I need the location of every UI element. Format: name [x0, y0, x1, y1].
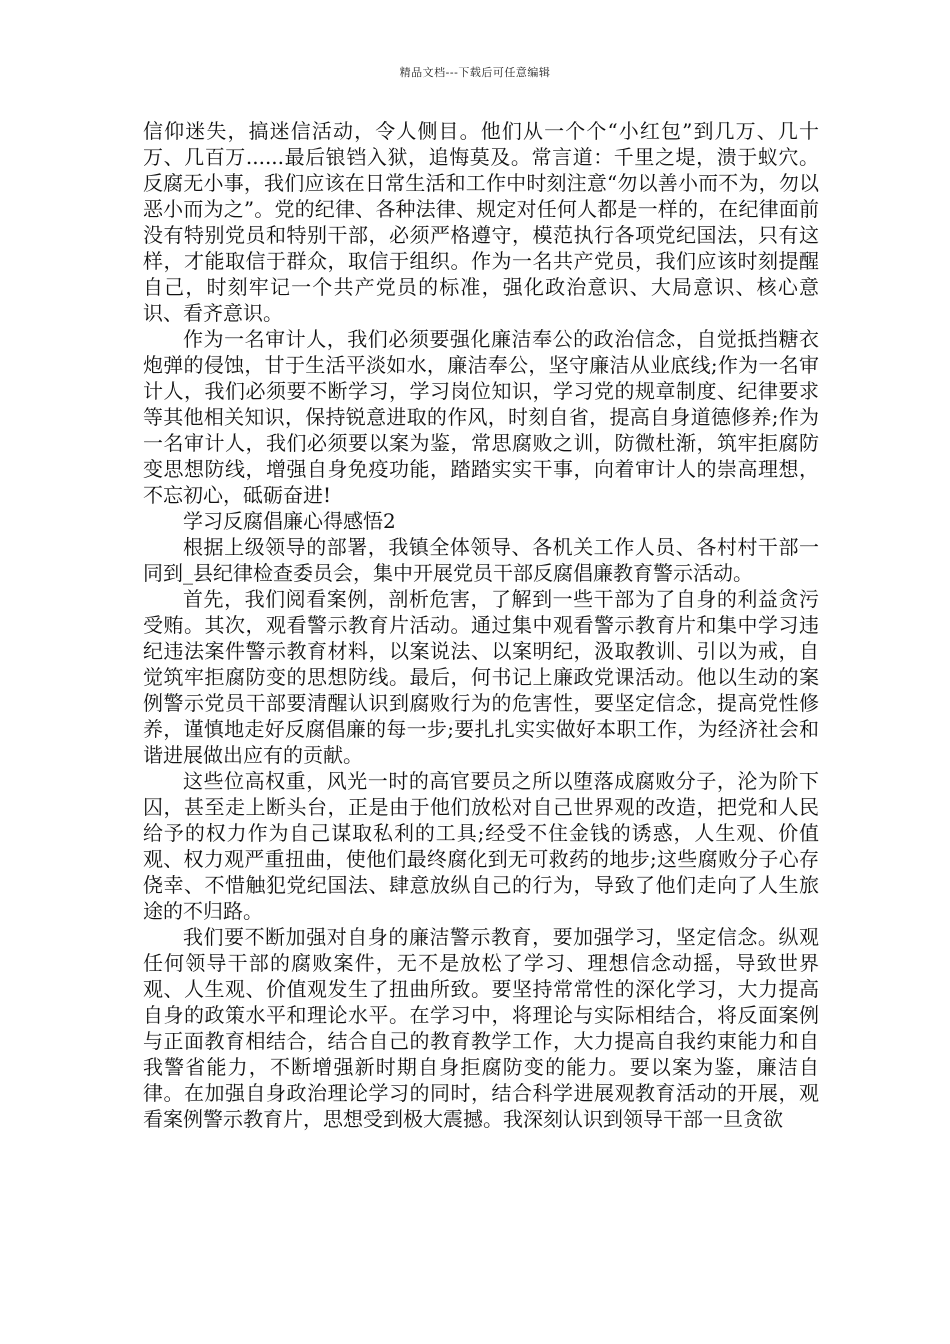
paragraph: 这些位高权重，风光一时的高官要员之所以堕落成腐败分子，沦为阶下囚，甚至走上断头台，正是由于他们放松对自己世界观的改造，把党和人民给予的权力作为自己谋取私利的工具;经受不住金钱的诱惑，人生观、价值观、权力观严重扭曲，使他们最终腐化到无可救药的地步;这些腐败分子心存侥幸、不惜触犯党纪国法、肆意放纵自己的行为，导致了他们走向了人生旅途的不归路。 [143, 769, 819, 923]
paragraph: 根据上级领导的部署，我镇全体领导、各机关工作人员、各村村干部一同到_县纪律检查委员会，集中开展党员干部反腐倡廉教育警示活动。 [143, 535, 819, 585]
paragraph: 首先，我们阅看案例，剖析危害，了解到一些干部为了自身的利益贪污受贿。其次，观看警示教育片活动。通过集中观看警示教育片和集中学习违纪违法案件警示教育材料，以案说法、以案明纪，汲取教训、引以为戒，自觉筑牢拒腐防变的思想防线。最后，何书记上廉政党课活动。他以生动的案例警示党员干部要清醒认识到腐败行为的危害性，要坚定信念，提高党性修养，谨慎地走好反腐倡廉的每一步;要扎扎实实做好本职工作，为经济社会和谐进展做出应有的贡献。 [143, 587, 819, 767]
document-body [143, 118, 819, 1132]
page-header: 精品文档---下载后可任意编辑 [399, 66, 551, 79]
paragraph: 我们要不断加强对自身的廉洁警示教育，要加强学习，坚定信念。纵观任何领导干部的腐败案件，无不是放松了学习、理想信念动摇，导致世界观、人生观、价值观发生了扭曲所致。要坚持常常性的深化学习，大力提高自身的政策水平和理论水平。在学习中，将理论与实际相结合，将反面案例与正面教育相结合，结合自己的教育教学工作，大力提高自我约束能力和自我警省能力，不断增强新时期自身拒腐防变的能力。要以案为鉴，廉洁自律。在加强自身政治理论学习的同时，结合科学进展观教育活动的开展，观看案例警示教育片，思想受到极大震撼。我深刻认识到领导干部一旦贪欲 [143, 925, 819, 1131]
paragraph: 作为一名审计人，我们必须要强化廉洁奉公的政治信念，自觉抵挡糖衣炮弹的侵蚀，甘于生活平淡如水，廉洁奉公，坚守廉洁从业底线;作为一名审计人，我们必须要不断学习，学习岗位知识，学习党的规章制度、纪律要求等其他相关知识，保持锐意进取的作风，时刻自省，提高自身道德修养;作为一名审计人，我们必须要以案为鉴，常思腐败之训，防微杜渐，筑牢拒腐防变思想防线，增强自身免疫功能，踏踏实实干事，向着审计人的崇高理想，不忘初心，砥砺奋进! [143, 327, 819, 507]
paragraph-continuation: 信仰迷失，搞迷信活动，令人侧目。他们从一个个“小红包”到几万、几十万、几百万......最后锒铛入狱，追悔莫及。常言道：千里之堤，溃于蚁穴。反腐无小事，我们应该在日常生活和工作中时刻注意“勿以善小而不为，勿以恶小而为之”。党的纪律、各种法律、规定对任何人都是一样的，在纪律面前没有特别党员和特别干部，必须严格遵守，模范执行各项党纪国法，只有这样，才能取信于群众，取信于组织。作为一名共产党员，我们应该时刻提醒自己，时刻牢记一个共产党员的标准，强化政治意识、大局意识、核心意识、看齐意识。 [143, 119, 819, 325]
section-heading: 学习反腐倡廉心得感悟2 [183, 509, 396, 533]
